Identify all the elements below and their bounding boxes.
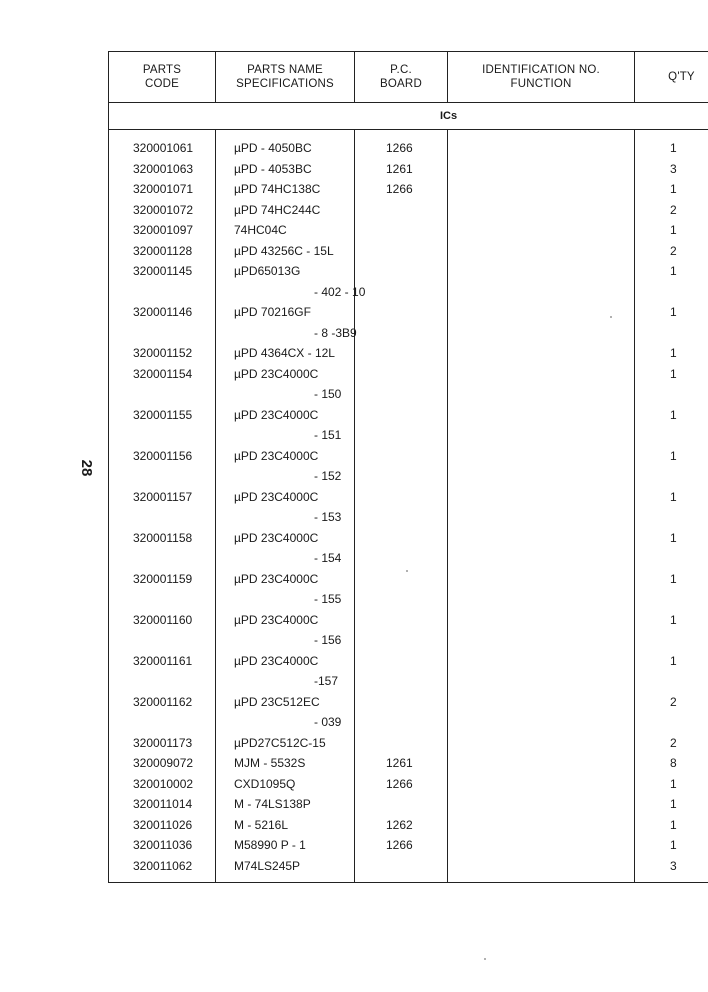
table-row — [109, 815, 708, 836]
header-quantity: Q'TY — [635, 52, 708, 103]
table-row — [109, 856, 708, 883]
table-row — [109, 364, 708, 405]
parts-code-cell: 320001173 — [109, 733, 216, 754]
table-row — [109, 610, 708, 651]
parts-name-cell — [216, 835, 355, 856]
scan-speck — [406, 570, 408, 572]
table-row — [109, 200, 708, 221]
quantity-cell: 3 — [635, 856, 708, 883]
pc-board-cell — [355, 220, 448, 241]
parts-name-cell — [216, 343, 355, 364]
table-row — [109, 179, 708, 200]
pc-board-cell — [355, 794, 448, 815]
parts-name-cell — [216, 815, 355, 836]
parts-name: µPD 23C4000C — [234, 448, 319, 463]
pc-board-cell: 1266 — [355, 774, 448, 795]
pc-board-cell: 1266 — [355, 179, 448, 200]
parts-code-cell: 320001071 — [109, 179, 216, 200]
pc-board-cell: 1266 — [355, 835, 448, 856]
identification-cell — [448, 774, 635, 795]
parts-name: µPD 43256C - 15L — [234, 243, 334, 258]
parts-name: µPD 70216GF — [234, 305, 311, 319]
quantity-cell: 1 — [635, 651, 708, 692]
parts-name: M - 74LS138P — [234, 797, 311, 811]
identification-cell — [448, 487, 635, 528]
parts-name: 74HC04C — [234, 223, 287, 237]
parts-name: µPD65013G — [234, 264, 301, 278]
parts-code-cell: 320001156 — [109, 446, 216, 487]
quantity-cell: 1 — [635, 405, 708, 446]
table-row — [109, 487, 708, 528]
parts-code-cell: 320001145 — [109, 261, 216, 302]
parts-name-cell — [216, 179, 355, 200]
identification-cell — [448, 179, 635, 200]
quantity-cell: 2 — [635, 241, 708, 262]
identification-cell — [448, 200, 635, 221]
parts-name-cell — [216, 364, 355, 405]
quantity-cell: 1 — [635, 610, 708, 651]
scan-speck — [610, 316, 612, 318]
scan-speck — [484, 958, 486, 960]
quantity-cell: 1 — [635, 364, 708, 405]
table-row — [109, 794, 708, 815]
parts-code-cell: 320010002 — [109, 774, 216, 795]
parts-name: µPD 74HC138C — [234, 182, 321, 196]
parts-name-suffix: - 156 — [314, 633, 342, 647]
parts-name: µPD - 4053BC — [234, 161, 312, 176]
pc-board-cell — [355, 856, 448, 883]
parts-name-suffix: - 150 — [314, 387, 342, 401]
identification-cell — [448, 261, 635, 302]
pc-board-cell — [355, 528, 448, 569]
parts-code-cell: 320001063 — [109, 159, 216, 180]
parts-name: M - 5216L — [234, 817, 289, 832]
parts-name-cell — [216, 774, 355, 795]
parts-name-suffix: - 152 — [314, 469, 342, 483]
table-row — [109, 405, 708, 446]
table-row — [109, 528, 708, 569]
parts-name-cell — [216, 753, 355, 774]
identification-cell — [448, 856, 635, 883]
table-row — [109, 774, 708, 795]
table-row — [109, 651, 708, 692]
parts-name-cell — [216, 651, 355, 692]
parts-name-cell — [216, 610, 355, 651]
pc-board-cell — [355, 200, 448, 221]
identification-cell — [448, 405, 635, 446]
table-row — [109, 220, 708, 241]
identification-cell — [448, 159, 635, 180]
parts-name: µPD 23C4000C — [234, 489, 319, 504]
parts-code-cell: 320011026 — [109, 815, 216, 836]
pc-board-cell — [355, 241, 448, 262]
quantity-cell: 1 — [635, 302, 708, 343]
identification-cell — [448, 835, 635, 856]
parts-name-cell — [216, 692, 355, 733]
parts-name-cell — [216, 241, 355, 262]
pc-board-cell — [355, 446, 448, 487]
header-row — [109, 52, 708, 103]
quantity-cell: 1 — [635, 794, 708, 815]
identification-cell — [448, 130, 635, 159]
pc-board-cell — [355, 733, 448, 754]
parts-name: M74LS245P — [234, 858, 301, 873]
parts-code-cell: 320001097 — [109, 220, 216, 241]
table-row — [109, 130, 708, 159]
table-row — [109, 835, 708, 856]
identification-cell — [448, 364, 635, 405]
quantity-cell: 2 — [635, 692, 708, 733]
pc-board-cell — [355, 651, 448, 692]
quantity-cell: 1 — [635, 343, 708, 364]
parts-code-cell: 320001155 — [109, 405, 216, 446]
parts-code-cell: 320001162 — [109, 692, 216, 733]
parts-name-cell — [216, 130, 355, 159]
table-row — [109, 241, 708, 262]
parts-name-cell — [216, 446, 355, 487]
identification-cell — [448, 753, 635, 774]
parts-name-cell — [216, 159, 355, 180]
quantity-cell: 2 — [635, 733, 708, 754]
parts-name: µPD 23C4000C — [234, 407, 319, 422]
parts-code-cell: 320001152 — [109, 343, 216, 364]
parts-code-cell: 320001161 — [109, 651, 216, 692]
table-row — [109, 446, 708, 487]
table-row — [109, 569, 708, 610]
parts-name-cell — [216, 220, 355, 241]
quantity-cell: 1 — [635, 261, 708, 302]
identification-cell — [448, 528, 635, 569]
identification-cell — [448, 446, 635, 487]
parts-name: µPD 23C512EC — [234, 694, 320, 709]
parts-code-cell: 320009072 — [109, 753, 216, 774]
parts-name-suffix: - 154 — [314, 551, 342, 565]
pc-board-cell — [355, 692, 448, 733]
parts-name: µPD 74HC244C — [234, 202, 321, 217]
quantity-cell: 1 — [635, 835, 708, 856]
pc-board-cell — [355, 364, 448, 405]
parts-code-cell: 320001157 — [109, 487, 216, 528]
parts-name: µPD 4364CX - 12L — [234, 346, 335, 360]
pc-board-cell — [355, 302, 448, 343]
parts-name: µPD 23C4000C — [234, 653, 319, 668]
table-row — [109, 343, 708, 364]
quantity-cell: 2 — [635, 200, 708, 221]
table-row — [109, 733, 708, 754]
parts-name: µPD 23C4000C — [234, 571, 319, 586]
parts-name-cell — [216, 200, 355, 221]
quantity-cell: 1 — [635, 774, 708, 795]
identification-cell — [448, 241, 635, 262]
parts-name: µPD 23C4000C — [234, 612, 319, 627]
parts-name: µPD 23C4000C — [234, 530, 319, 545]
parts-name-cell — [216, 528, 355, 569]
pc-board-cell: 1261 — [355, 159, 448, 180]
header-parts-code: PARTS CODE — [109, 52, 216, 103]
parts-name-suffix: - 402 - 10 — [314, 284, 366, 299]
parts-code-cell: 320001154 — [109, 364, 216, 405]
parts-name-cell — [216, 794, 355, 815]
parts-name-cell — [216, 569, 355, 610]
parts-name-suffix: - 8 -3B9 — [314, 325, 357, 340]
pc-board-cell — [355, 405, 448, 446]
parts-code-cell: 320001061 — [109, 130, 216, 159]
pc-board-cell — [355, 610, 448, 651]
identification-cell — [448, 692, 635, 733]
parts-name: µPD 23C4000C — [234, 366, 319, 381]
parts-name-suffix: - 153 — [314, 510, 342, 524]
quantity-cell: 1 — [635, 815, 708, 836]
pc-board-cell — [355, 569, 448, 610]
quantity-cell: 1 — [635, 569, 708, 610]
identification-cell — [448, 302, 635, 343]
parts-name: µPD - 4050BC — [234, 141, 312, 155]
parts-code-cell: 320001072 — [109, 200, 216, 221]
parts-name-suffix: -157 — [314, 674, 339, 688]
quantity-cell: 1 — [635, 130, 708, 159]
quantity-cell: 1 — [635, 528, 708, 569]
parts-name-suffix: - 039 — [314, 715, 342, 729]
table-row — [109, 159, 708, 180]
parts-name: M58990 P - 1 — [234, 838, 306, 852]
identification-cell — [448, 220, 635, 241]
parts-code-cell: 320001146 — [109, 302, 216, 343]
parts-name-cell — [216, 405, 355, 446]
header-identification: IDENTIFICATION NO. FUNCTION — [448, 52, 635, 103]
parts-code-cell: 320001128 — [109, 241, 216, 262]
parts-name-cell — [216, 302, 355, 343]
pc-board-cell: 1261 — [355, 753, 448, 774]
header-parts-name: PARTS NAME SPECIFICATIONS — [216, 52, 355, 103]
parts-code-cell: 320011062 — [109, 856, 216, 883]
parts-name-cell — [216, 856, 355, 883]
parts-name-cell — [216, 733, 355, 754]
table-row — [109, 302, 708, 343]
parts-name: MJM - 5532S — [234, 756, 306, 770]
pc-board-cell — [355, 343, 448, 364]
parts-code-cell: 320011014 — [109, 794, 216, 815]
table-row — [109, 753, 708, 774]
parts-code-cell: 320001159 — [109, 569, 216, 610]
pc-board-cell — [355, 487, 448, 528]
quantity-cell: 1 — [635, 446, 708, 487]
identification-cell — [448, 343, 635, 364]
pc-board-cell: 1262 — [355, 815, 448, 836]
quantity-cell: 1 — [635, 487, 708, 528]
parts-name: µPD27C512C-15 — [234, 735, 326, 750]
parts-code-cell: 320001158 — [109, 528, 216, 569]
parts-name-cell — [216, 261, 366, 302]
quantity-cell: 3 — [635, 159, 708, 180]
identification-cell — [448, 651, 635, 692]
section-title: ICs — [109, 103, 708, 130]
parts-name: CXD1095Q — [234, 776, 296, 791]
quantity-cell: 1 — [635, 179, 708, 200]
pc-board-cell: 1266 — [355, 130, 448, 159]
parts-name-suffix: - 151 — [314, 428, 342, 442]
pc-board-cell — [355, 261, 448, 302]
parts-code-cell: 320001160 — [109, 610, 216, 651]
section-row — [109, 103, 708, 130]
identification-cell — [448, 610, 635, 651]
parts-list-table — [108, 51, 708, 883]
identification-cell — [448, 733, 635, 754]
identification-cell — [448, 815, 635, 836]
identification-cell — [448, 569, 635, 610]
table-row — [109, 261, 708, 302]
identification-cell — [448, 794, 635, 815]
parts-name-suffix: - 155 — [314, 592, 342, 606]
table-row — [109, 692, 708, 733]
page-number: 28 — [78, 459, 95, 477]
parts-name-cell — [216, 487, 355, 528]
parts-code-cell: 320011036 — [109, 835, 216, 856]
quantity-cell: 1 — [635, 220, 708, 241]
header-pc-board: P.C. BOARD — [355, 52, 448, 103]
quantity-cell: 8 — [635, 753, 708, 774]
